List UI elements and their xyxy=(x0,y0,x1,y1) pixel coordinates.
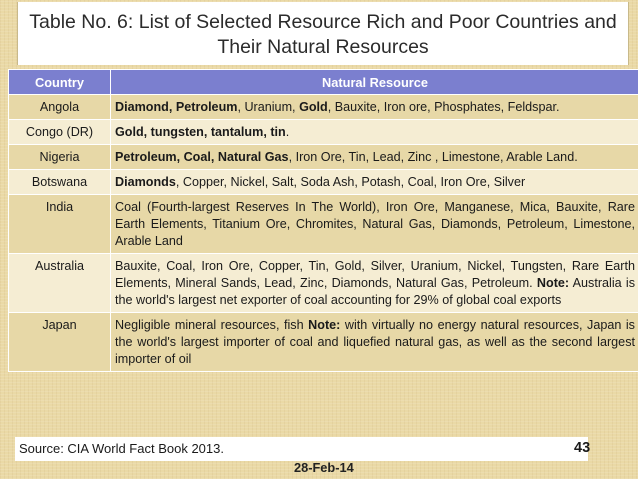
resource-cell xyxy=(111,195,638,254)
resource-bold-text: Diamonds xyxy=(115,175,176,189)
resource-table xyxy=(8,69,638,372)
resource-bold-text: Note: xyxy=(536,276,570,290)
resource-cell xyxy=(111,120,638,145)
country-cell: India xyxy=(9,195,111,254)
resource-bold-text: Gold xyxy=(299,100,328,114)
footer-date: 28-Feb-14 xyxy=(294,460,354,475)
slide-title: Table No. 6: List of Selected Resource Rich and Poor Countries and Their Natural Resources xyxy=(29,11,617,58)
resource-cell xyxy=(111,170,638,195)
resource-text: Coal (Fourth-largest Reserves In The World), Iron Ore, Manganese, Mica, Bauxite, Rare Earth Elements, Titanium Ore, Chromites, Natural Gas, Diamonds, Petroleum, Limestone, Arable Land xyxy=(115,200,635,248)
resource-text: , Copper, Nickel, Salt, Soda Ash, Potash, Coal, Iron Ore, Silver xyxy=(175,175,526,189)
resource-text: with virtually no energy natural resources, Japan is the world's largest importer of coal and liquefied natural gas, as well as the second largest importer of oil xyxy=(115,318,635,366)
header-country: Country xyxy=(9,70,111,95)
country-cell: Angola xyxy=(9,95,111,120)
resource-cell xyxy=(111,95,638,120)
country-cell: Botswana xyxy=(9,170,111,195)
resource-cell xyxy=(111,254,638,313)
resource-bold-text: Diamond, Petroleum xyxy=(115,100,238,114)
header-natural-resource: Natural Resource xyxy=(111,70,638,95)
resource-bold-text: Note: xyxy=(308,318,341,332)
table-row xyxy=(9,254,638,313)
table-row xyxy=(9,313,638,372)
table-row xyxy=(9,120,638,145)
table-row xyxy=(9,195,638,254)
resource-bold-text: Petroleum, Coal, Natural Gas xyxy=(115,150,289,164)
country-cell: Congo (DR) xyxy=(9,120,111,145)
resource-text: Australia is the world's largest net exporter of coal accounting for 29% of global coal exports xyxy=(115,276,636,307)
resource-text: , Uranium, xyxy=(237,100,300,114)
resource-cell xyxy=(111,313,638,372)
resource-text: . xyxy=(285,125,290,139)
resource-bold-text: Gold, tungsten, tantalum, tin xyxy=(115,125,286,139)
title-box xyxy=(17,2,629,65)
table-row xyxy=(9,145,638,170)
country-cell: Australia xyxy=(9,254,111,313)
table-row xyxy=(9,170,638,195)
page-number: 43 xyxy=(574,440,591,456)
resource-text: Negligible mineral resources, fish xyxy=(115,318,309,332)
resource-text: , Iron Ore, Tin, Lead, Zinc , Limestone, Arable Land. xyxy=(288,150,578,164)
resource-text: Bauxite, Coal, Iron Ore, Copper, Tin, Gold, Silver, Uranium, Nickel, Tungsten, Rare Earth Elements, Mineral Sands, Lead, Zinc, Diamonds, Natural Gas, Petroleum. xyxy=(115,259,635,290)
table-row xyxy=(9,95,638,120)
table-header-row xyxy=(9,70,638,95)
country-cell: Nigeria xyxy=(9,145,111,170)
resource-text: , Bauxite, Iron ore, Phosphates, Feldspar. xyxy=(327,100,560,114)
resource-cell xyxy=(111,145,638,170)
source-note: Source: CIA World Fact Book 2013. xyxy=(15,437,588,461)
country-cell: Japan xyxy=(9,313,111,372)
